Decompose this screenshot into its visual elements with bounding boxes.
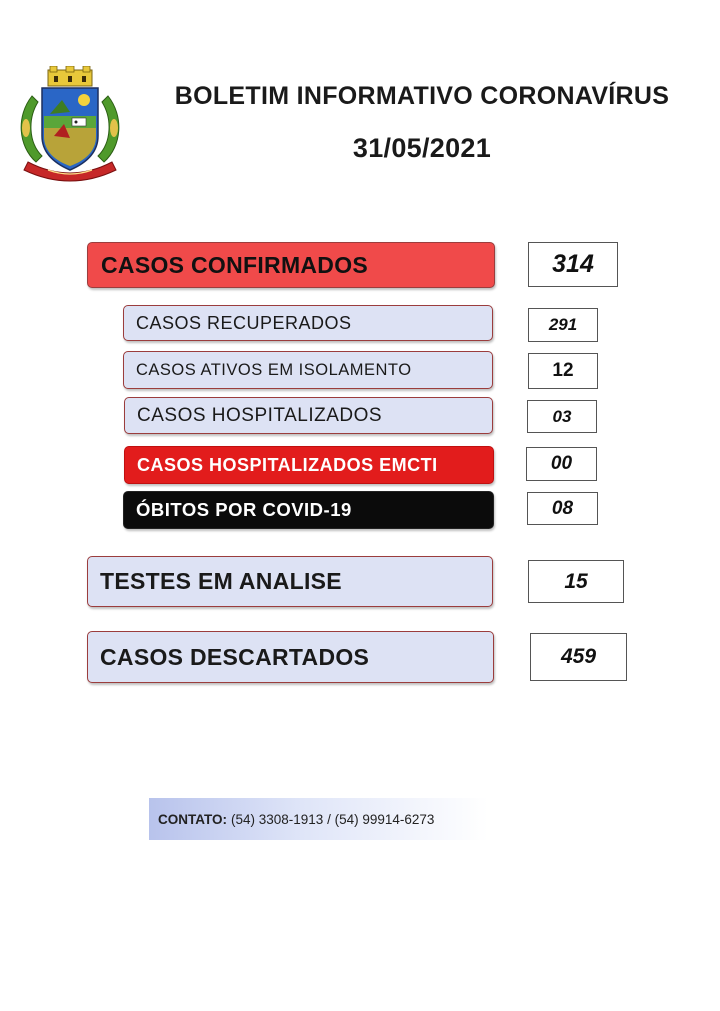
recovered-cases-value: 291 — [528, 308, 598, 342]
deaths-label: ÓBITOS POR COVID-19 — [123, 491, 494, 529]
hospitalized-icu-value: 00 — [526, 447, 597, 481]
active-isolation-value: 12 — [528, 353, 598, 389]
tests-pending-label: TESTES EM ANALISE — [87, 556, 493, 607]
recovered-cases-label: CASOS RECUPERADOS — [123, 305, 493, 341]
report-date: 31/05/2021 — [352, 133, 492, 163]
hospitalized-value: 03 — [527, 400, 597, 433]
contact-label: CONTATO: — [158, 811, 227, 827]
coat-of-arms-logo — [14, 66, 126, 182]
discarded-cases-value: 459 — [530, 633, 627, 681]
active-isolation-label: CASOS ATIVOS EM ISOLAMENTO — [123, 351, 493, 389]
confirmed-cases-label: CASOS CONFIRMADOS — [87, 242, 495, 288]
hospitalized-icu-label: CASOS HOSPITALIZADOS EMCTI — [124, 446, 494, 484]
hospitalized-label: CASOS HOSPITALIZADOS — [124, 397, 493, 434]
confirmed-cases-value: 314 — [528, 242, 618, 287]
page-title: BOLETIM INFORMATIVO CORONAVÍRUS — [174, 82, 670, 110]
contact-phones: (54) 3308-1913 / (54) 99914-6273 — [231, 811, 435, 827]
contact-bar — [149, 798, 488, 840]
tests-pending-value: 15 — [528, 560, 624, 603]
deaths-value: 08 — [527, 492, 598, 525]
discarded-cases-label: CASOS DESCARTADOS — [87, 631, 494, 683]
